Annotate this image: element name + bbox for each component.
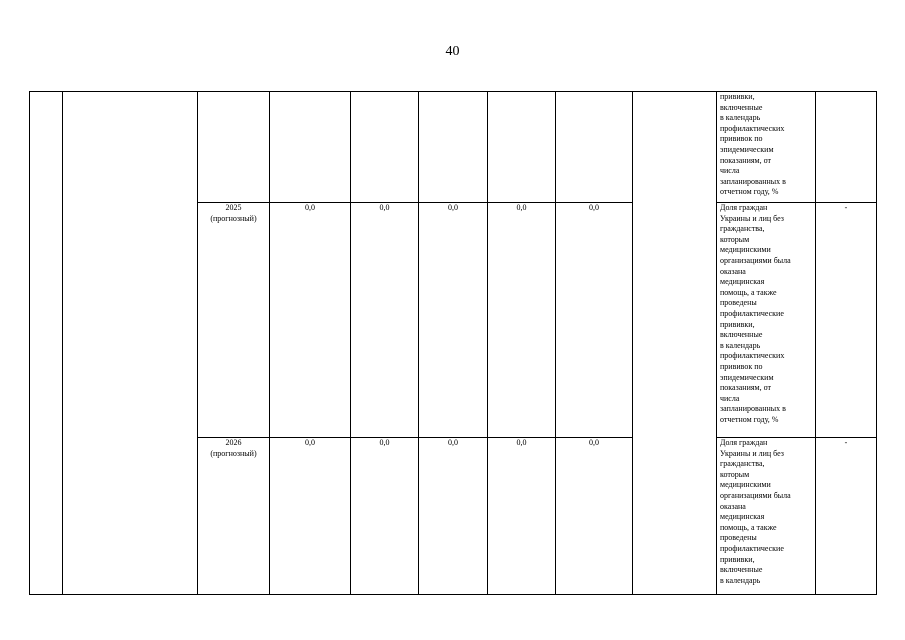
cell-name bbox=[63, 92, 198, 595]
cell-target bbox=[816, 92, 877, 203]
cell-value: 0,0 bbox=[556, 203, 633, 438]
cell-year: 2026 (прогнозный) bbox=[198, 438, 270, 595]
cell-value: 0,0 bbox=[488, 203, 556, 438]
cell-indicator: Доля граждан Украины и лиц без гражданства, которым медицинскими организациями была оказана медицинская помощь, а также проведены профилактические прививки, включенные в календарь bbox=[717, 438, 816, 595]
cell-value bbox=[351, 92, 419, 203]
cell-value: 0,0 bbox=[270, 203, 351, 438]
cell-executor bbox=[633, 92, 717, 595]
cell-value: 0,0 bbox=[351, 203, 419, 438]
cell-indicator: Доля граждан Украины и лиц без гражданства, которым медицинскими организациями была оказана медицинская помощь, а также проведены профилактические прививки, включенные в календарь профилактических прививок по эпидемическим показаниям, от числа запланированных в отчетном году, % bbox=[717, 203, 816, 438]
cell-value bbox=[270, 92, 351, 203]
cell-value: 0,0 bbox=[556, 438, 633, 595]
cell-year bbox=[198, 92, 270, 203]
cell-value bbox=[419, 92, 488, 203]
cell-value: 0,0 bbox=[270, 438, 351, 595]
cell-value: 0,0 bbox=[488, 438, 556, 595]
cell-value bbox=[488, 92, 556, 203]
program-table bbox=[29, 91, 877, 595]
cell-year: 2025 (прогнозный) bbox=[198, 203, 270, 438]
cell-value: 0,0 bbox=[419, 203, 488, 438]
cell-target: - bbox=[816, 438, 877, 595]
cell-value: 0,0 bbox=[419, 438, 488, 595]
table-row bbox=[30, 92, 877, 203]
cell-target: - bbox=[816, 203, 877, 438]
page-number: 40 bbox=[445, 44, 460, 59]
cell-number bbox=[30, 92, 63, 595]
cell-value bbox=[556, 92, 633, 203]
cell-indicator: прививки, включенные в календарь профилактических прививок по эпидемическим показаниям, от числа запланированных в отчетном году, % bbox=[717, 92, 816, 203]
cell-value: 0,0 bbox=[351, 438, 419, 595]
